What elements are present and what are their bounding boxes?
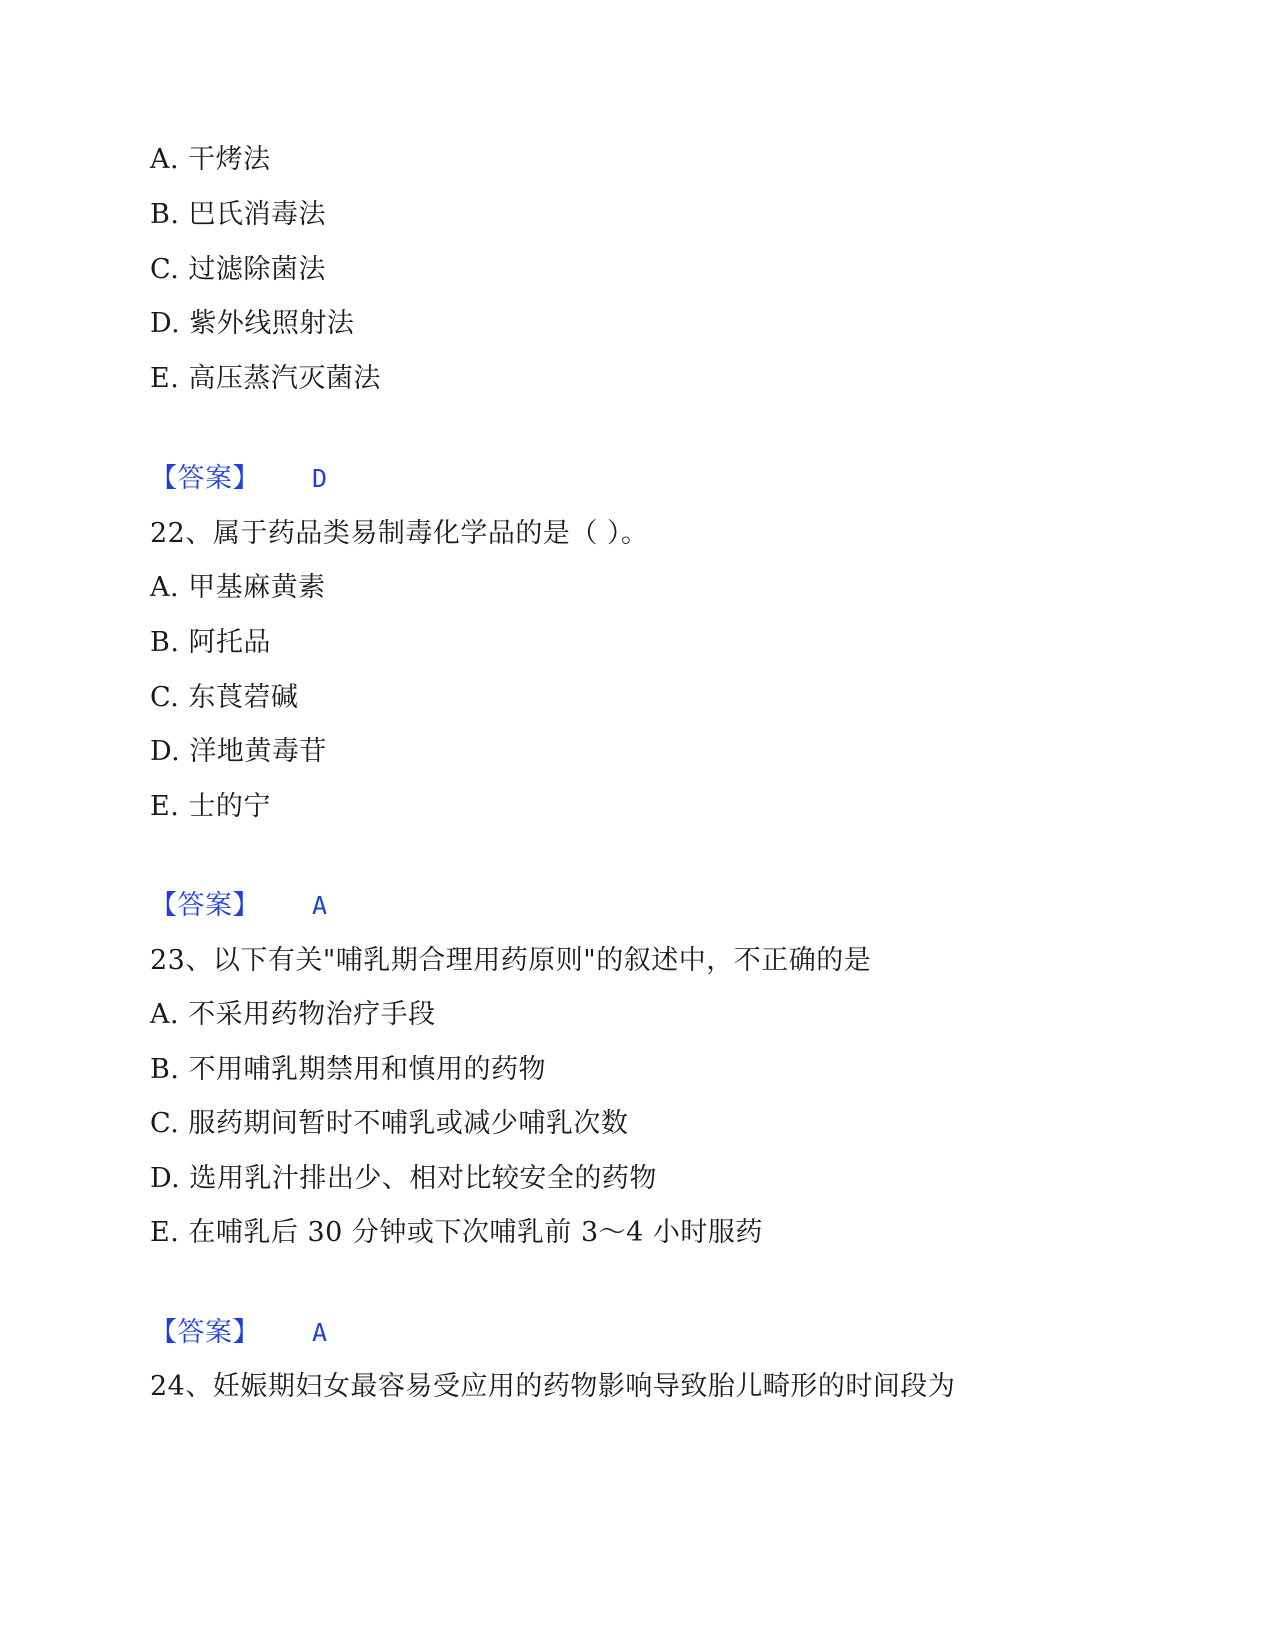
answer-value: A	[312, 1318, 328, 1347]
q23-question: 23、以下有关"哺乳期合理用药原则"的叙述中，不正确的是	[150, 945, 872, 976]
q22-option-b: B. 阿托品	[150, 627, 272, 658]
q21-option-e: E. 高压蒸汽灭菌法	[150, 363, 381, 394]
q23-option-b: B. 不用哺乳期禁用和慎用的药物	[150, 1054, 547, 1085]
q23-option-c: C. 服药期间暂时不哺乳或减少哺乳次数	[150, 1108, 629, 1139]
q22-answer	[150, 889, 328, 923]
answer-value: D	[312, 464, 328, 493]
q23-option-d: D. 选用乳汁排出少、相对比较安全的药物	[150, 1163, 657, 1194]
q21-answer	[150, 462, 328, 496]
answer-label: 【答案】	[150, 890, 260, 921]
q23-option-a: A. 不采用药物治疗手段	[150, 999, 436, 1030]
q22-option-c: C. 东莨菪碱	[150, 682, 299, 713]
q21-option-b: B. 巴氏消毒法	[150, 199, 327, 230]
q21-option-c: C. 过滤除菌法	[150, 254, 326, 285]
q22-option-e: E. 士的宁	[150, 791, 271, 822]
q22-option-d: D. 洋地黄毒苷	[150, 736, 327, 767]
q22-question: 22、属于药品类易制毒化学品的是（ ）。	[150, 518, 649, 549]
q22-option-a: A. 甲基麻黄素	[150, 572, 326, 603]
q24-question: 24、妊娠期妇女最容易受应用的药物影响导致胎儿畸形的时间段为	[150, 1371, 956, 1402]
q23-answer	[150, 1316, 328, 1350]
answer-value: A	[312, 891, 328, 920]
answer-label: 【答案】	[150, 463, 260, 494]
answer-label: 【答案】	[150, 1317, 260, 1348]
q21-option-d: D. 紫外线照射法	[150, 308, 355, 339]
q21-option-a: A. 干烤法	[150, 144, 271, 175]
q23-option-e: E. 在哺乳后 30 分钟或下次哺乳前 3～4 小时服药	[150, 1217, 763, 1248]
